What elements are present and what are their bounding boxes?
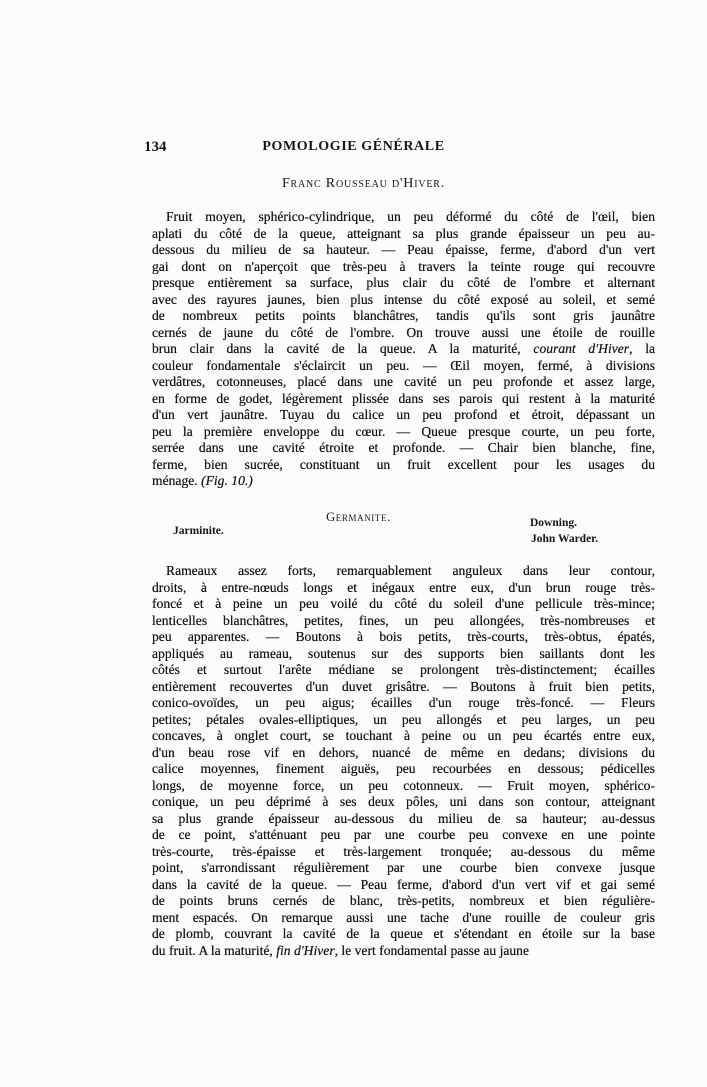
text-line: appliqués au rameau, soutenus sur des supports bien saillants dont les	[152, 645, 655, 661]
text-line	[152, 943, 655, 960]
text-line: dessous du milieu de sa hauteur. — Peau épaisse, ferme, d'abord d'un vert	[152, 242, 655, 257]
text-line: entièrement recouvertes d'un duvet grisâtre. — Boutons à fruit bien petits,	[152, 678, 655, 694]
text-line: peu apparentes. — Boutons à bois petits, très-courts, très-obtus, épatés,	[152, 629, 655, 644]
running-title: POMOLOGIE GÉNÉRALE	[262, 139, 445, 154]
text-line: côtés et surtout l'arête médiane se prolongent très-distinctement; écailles	[152, 662, 655, 677]
text-line: cernés de jaune du côté de l'ombre. On trouve aussi une étoile de rouille	[152, 324, 655, 340]
text-line: presque entièrement sa surface, plus clair du côté de l'ombre et alternant	[152, 275, 655, 290]
text-line: d'un vert jaunâtre. Tuyau du calice un peu profond et étroit, dépassant un	[152, 407, 655, 422]
text-line: serrée dans une cavité étroite et profonde. — Chair bien blanche, fine,	[152, 440, 655, 455]
authority-john-warder: John Warder.	[531, 533, 599, 545]
text-line: Rameaux assez forts, remarquablement anguleux dans leur contour,	[166, 563, 655, 578]
text-segment: du fruit. A la maturité,	[152, 942, 277, 958]
italic-text: (Fig. 10.)	[201, 473, 253, 488]
text-line: petites; pétales ovales-elliptiques, un peu allongés et peu larges, un peu	[152, 711, 655, 727]
text-segment: , le vert fondamental passe au jaune	[334, 942, 530, 958]
text-line: gai dont on n'aperçoit que très-peu à travers la teinte rouge qui recouvre	[152, 258, 655, 274]
text-line: peu la première enveloppe du cœur. — Queue presque courte, un peu forte,	[152, 423, 655, 439]
section-title-franc-rousseau: Franc Rousseau d'Hiver.	[281, 176, 446, 191]
text-line: concaves, à onglet court, se touchant à peine ou un peu écartés entre eux,	[152, 728, 655, 743]
text-line: en forme de godet, légèrement plissée dans ses parois qui restent à la maturité	[152, 390, 655, 406]
text-line: d'un beau rose vif en dehors, nuancé de même en dedans; divisions du	[152, 744, 655, 760]
text-line: couleur fondamentale s'éclaircit un peu. — Œil moyen, fermé, à divisions	[152, 357, 655, 373]
text-line	[152, 473, 655, 490]
section-title-germanite: Germanite.	[326, 510, 391, 524]
paragraph-germanite	[152, 563, 655, 959]
text-line: sa plus grande épaisseur au-dessous du milieu de sa hauteur; au-dessus	[152, 810, 655, 826]
text-line: de points bruns cernés de blanc, très-petits, nombreux et bien régulière-	[152, 893, 655, 908]
page-number: 134	[144, 139, 167, 155]
paragraph-franc-rousseau	[152, 209, 655, 490]
text-line: avec des rayures jaunes, bien plus intense du côté exposé au soleil, et semé	[152, 291, 655, 307]
text-segment: ménage.	[152, 473, 202, 488]
text-line: de ce point, s'atténuant peu par une courbe peu convexe en une pointe	[152, 827, 655, 842]
text-line: très-courte, très-épaisse et très-largement tronquée; au-dessous du même	[152, 843, 655, 859]
text-line: longs, de moyenne force, un peu cotonneux. — Fruit moyen, sphérico-	[152, 777, 655, 793]
text-segment: brun clair dans la cavité de la queue. A la maturité,	[152, 341, 534, 356]
text-line: conique, un peu déprimé à ses deux pôles, uni dans son contour, atteignant	[152, 794, 655, 809]
text-line: foncé et à peine un peu voilé du côté du soleil d'une pellicule très-mince;	[152, 596, 655, 611]
text-line: aplati du côté de la queue, atteignant sa plus grande épaisseur un peu au-	[152, 225, 655, 241]
text-line: ferme, bien sucrée, constituant un fruit excellent pour les usages du	[152, 456, 655, 472]
text-line	[152, 341, 655, 358]
text-line: verdâtres, cotonneuses, placé dans une cavité un peu profonde et assez large,	[152, 374, 655, 389]
authority-downing: Downing.	[530, 517, 577, 529]
text-line: conico-ovoïdes, un peu aigus; écailles d'un rouge très-foncé. — Fleurs	[152, 695, 655, 710]
text-line: calice moyennes, finement aiguës, peu recourbées en dessous; pédicelles	[152, 761, 655, 776]
italic-text: courant d'Hiver	[533, 341, 630, 356]
text-line: de plomb, couvrant la cavité de la queue et s'étendant en étoile sur la base	[152, 926, 655, 941]
italic-text: fin d'Hiver	[276, 942, 335, 958]
text-line: droits, à entre-nœuds longs et inégaux entre eux, d'un brun rouge très-	[152, 579, 655, 595]
text-line: de nombreux petits points blanchâtres, tandis qu'ils sont gris jaunâtre	[152, 308, 655, 323]
text-line: dans la cavité de la queue. — Peau ferme, d'abord d'un vert vif et gai semé	[152, 876, 655, 892]
text-segment: , la	[629, 341, 656, 356]
synonym-jarminite: Jarminite.	[173, 525, 224, 537]
text-line: ment espacés. On remarque aussi une tache d'une rouille de couleur gris	[152, 909, 655, 925]
text-line: point, s'arrondissant régulièrement par une courbe bien convexe jusque	[152, 860, 655, 875]
text-line: Fruit moyen, sphérico-cylindrique, un peu déformé du côté de l'œil, bien	[166, 209, 655, 224]
text-line: lenticelles blanchâtres, petites, fines, un peu allongées, très-nombreuses et	[152, 612, 655, 628]
